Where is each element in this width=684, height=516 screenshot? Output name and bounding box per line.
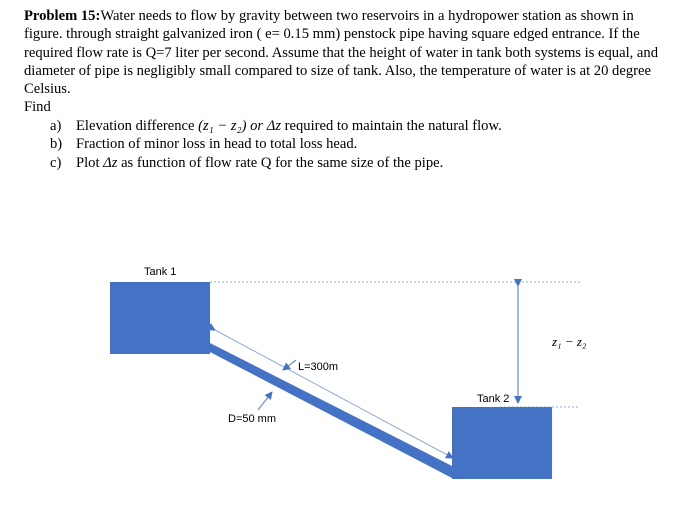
task-text-pre: Fraction of minor loss in head to total loss head. [76, 136, 358, 153]
task-text-post: as function of flow rate Q for the same size of the pipe. [117, 154, 444, 171]
length-label: L=300m [298, 361, 339, 373]
find-label: Find [24, 99, 51, 116]
task-letter: a) [50, 117, 62, 134]
elevation-label: z₁ − z₂ [552, 334, 587, 349]
task-letter: b) [50, 136, 63, 153]
tank-2-label: Tank 2 [477, 393, 510, 405]
task-text-post: required to maintain the natural flow. [281, 117, 502, 134]
length-pointer [283, 360, 296, 370]
task-math: Δz [103, 154, 118, 171]
problem-title: Problem 15: [24, 8, 101, 24]
problem-body: Water needs to flow by gravity between two reservoirs in a hydropower station as shown in figure. through straight galvanized iron ( e= 0.15 mm) penstock pipe having square edged entrance. If the required flow rate is Q=7 liter per second. Assume that the height of water in tank both systems is equal, and diameter of pipe is negligibly small compared to size of tank. Also, the temperature of water is at 20 degree Celsius. [24, 8, 658, 98]
tank-1 [110, 282, 210, 354]
task-text-pre: Elevation difference [76, 117, 199, 134]
diameter-pointer [258, 392, 272, 410]
pipe-length-dimension [215, 330, 453, 458]
task-letter: c) [50, 154, 62, 171]
task-text-pre: Plot [76, 154, 104, 171]
tank-1-label: Tank 1 [144, 266, 177, 278]
diameter-label: D=50 mm [228, 413, 276, 425]
task-math: (z₁ − z₂) or Δz [198, 117, 281, 134]
tank-2 [452, 407, 552, 479]
